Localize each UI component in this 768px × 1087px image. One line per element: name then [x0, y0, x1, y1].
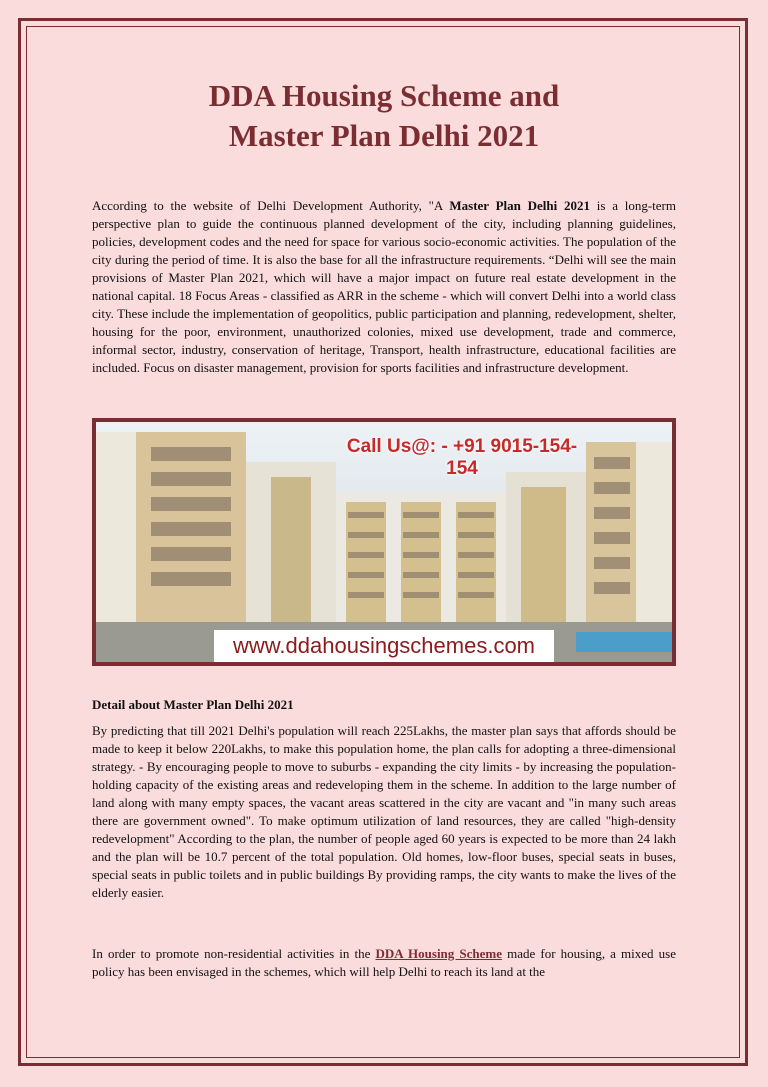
pool — [576, 632, 672, 652]
intro-bold-term: Master Plan Delhi 2021 — [449, 198, 591, 213]
call-number-text: Call Us@: - +91 9015-154-154 — [346, 436, 578, 479]
mixed-use-paragraph — [92, 945, 676, 981]
dda-housing-scheme-link[interactable]: DDA Housing Scheme — [375, 946, 502, 961]
intro-text-end: is a long-term perspective plan to guide the continuous planned development of the city, including planning guidelines, policies, development codes and the need for space for various socio-economic activities. The population of the city during the period of time. It is also the base for all the infrastructure requirements. “Delhi will see the main provisions of Master Plan 2021, which will have a major impact on future real estate development in the national capital. 18 Focus Areas - classified as ARR in the scheme - which will convert Delhi into a world class city. These include the implementation of geopolitics, public participation and planning, redevelopment, shelter, housing for the poor, environment, unauthorized colonies, mixed use development, trade and commerce, informal sector, industry, conservation of heritage, Transport, health infrastructure, educational facilities are included. Focus on disaster management, provision for sports facilities and infrastructure development. — [92, 198, 676, 375]
detail-paragraph: By predicting that till 2021 Delhi's population will reach 225Lakhs, the master plan says that affords should be made to keep it below 220Lakhs, to make this population home, the plan calls for adopting a three-dimensional strategy. - By encouraging people to move to suburbs - expanding the city limits - by increasing the population-holding capacity of the existing areas and redeveloping them in the scheme. In addition to the large number of land along with many empty spaces, the vacant areas scattered in the city are vacant and "in many such areas there are government owned". To make optimum utilization of land resources, they are called "high-density redevelopment" According to the plan, the number of people aged 60 years is expected to be more than 24 lakh and the plan will be 10.7 percent of the total population. Old homes, low-floor buses, special seats in buses, special seats in public toilets and in public buildings By providing ramps, the city wants to make the lives of the elderly easier. — [92, 723, 676, 900]
mixed-use-text-end: made for housing, a mixed use policy has been envisaged in the schemes, which will help Delhi to reach its land at the — [92, 946, 676, 979]
section-heading: Detail about Master Plan Delhi 2021 — [92, 697, 294, 712]
page-title — [60, 76, 708, 156]
housing-photo — [92, 418, 676, 666]
intro-text-start: According to the website of Delhi Development Authority, "A — [92, 198, 450, 213]
intro-paragraph — [92, 197, 676, 377]
website-banner: www.ddahousingschemes.com — [214, 630, 554, 662]
mixed-use-text-start: In order to promote non-residential activities in the — [92, 946, 376, 961]
title-line-2: Master Plan Delhi 2021 — [228, 118, 540, 153]
title-line-1: DDA Housing Scheme and — [208, 78, 560, 113]
